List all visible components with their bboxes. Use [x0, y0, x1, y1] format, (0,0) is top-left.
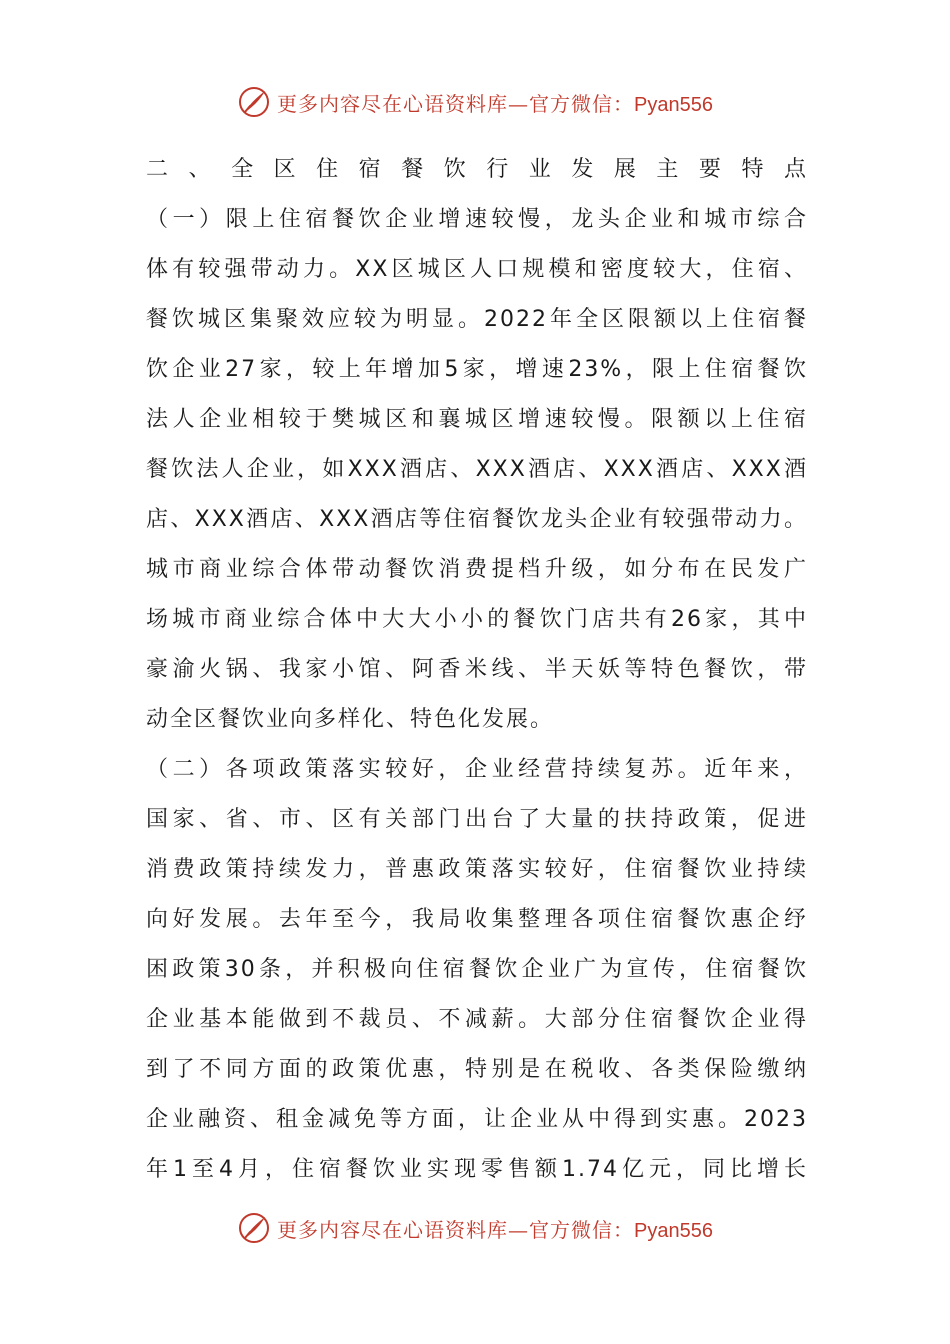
text-line: 餐饮法人企业，如XXX酒店、XXX酒店、XXX酒店、XXX酒 [146, 457, 808, 482]
text-line: 向好发展。去年至今，我局收集整理各项住宿餐饮惠企纾 [146, 907, 808, 932]
text-line: 消费政策持续发力，普惠政策落实较好，住宿餐饮业持续 [146, 857, 808, 882]
text-line: 到了不同方面的政策优惠，特别是在税收、各类保险缴纳 [146, 1057, 808, 1082]
text-line: 城市商业综合体带动餐饮消费提档升级，如分布在民发广 [146, 557, 808, 582]
watermark-text: 更多内容尽在心语资料库—官方微信：Pyan556 [277, 1217, 713, 1242]
text-line: 体有较强带动力。XX区城区人口规模和密度较大，住宿、 [146, 257, 808, 282]
text-line: （一）限上住宿餐饮企业增速较慢，龙头企业和城市综合 [146, 207, 808, 232]
text-line: 店、XXX酒店、XXX酒店等住宿餐饮龙头企业有较强带动力。 [146, 507, 808, 532]
text-line: 企业融资、租金减免等方面，让企业从中得到实惠。2023 [146, 1107, 808, 1132]
footer-watermark [0, 1208, 950, 1248]
quill-logo-icon [237, 1211, 271, 1245]
text-line: （二）各项政策落实较好，企业经营持续复苏。近年来， [146, 757, 808, 782]
text-line: 饮企业27家，较上年增加5家，增速23%，限上住宿餐饮 [146, 357, 808, 382]
text-line: 年1至4月，住宿餐饮业实现零售额1.74亿元，同比增长 [146, 1157, 808, 1182]
document-body [146, 145, 808, 1195]
text-line: 企业基本能做到不裁员、不减薪。大部分住宿餐饮企业得 [146, 1007, 808, 1032]
text-line: 豪渝火锅、我家小馆、阿香米线、半天妖等特色餐饮，带 [146, 657, 808, 682]
text-line: 困政策30条，并积极向住宿餐饮企业广为宣传，住宿餐饮 [146, 957, 808, 982]
header-watermark [0, 82, 950, 122]
watermark-account: Pyan556 [634, 1219, 713, 1242]
quill-logo-icon [237, 85, 271, 119]
section-heading: 二、全区住宿餐饮行业发展主要特点 [146, 157, 808, 182]
watermark-text: 更多内容尽在心语资料库—官方微信：Pyan556 [277, 91, 713, 116]
watermark-account: Pyan556 [634, 93, 713, 116]
text-line: 动全区餐饮业向多样化、特色化发展。 [146, 707, 555, 732]
text-line: 餐饮城区集聚效应较为明显。2022年全区限额以上住宿餐 [146, 307, 808, 332]
text-line: 场城市商业综合体中大大小小的餐饮门店共有26家，其中 [146, 607, 808, 632]
text-line: 国家、省、市、区有关部门出台了大量的扶持政策，促进 [146, 807, 808, 832]
text-line: 法人企业相较于樊城区和襄城区增速较慢。限额以上住宿 [146, 407, 808, 432]
